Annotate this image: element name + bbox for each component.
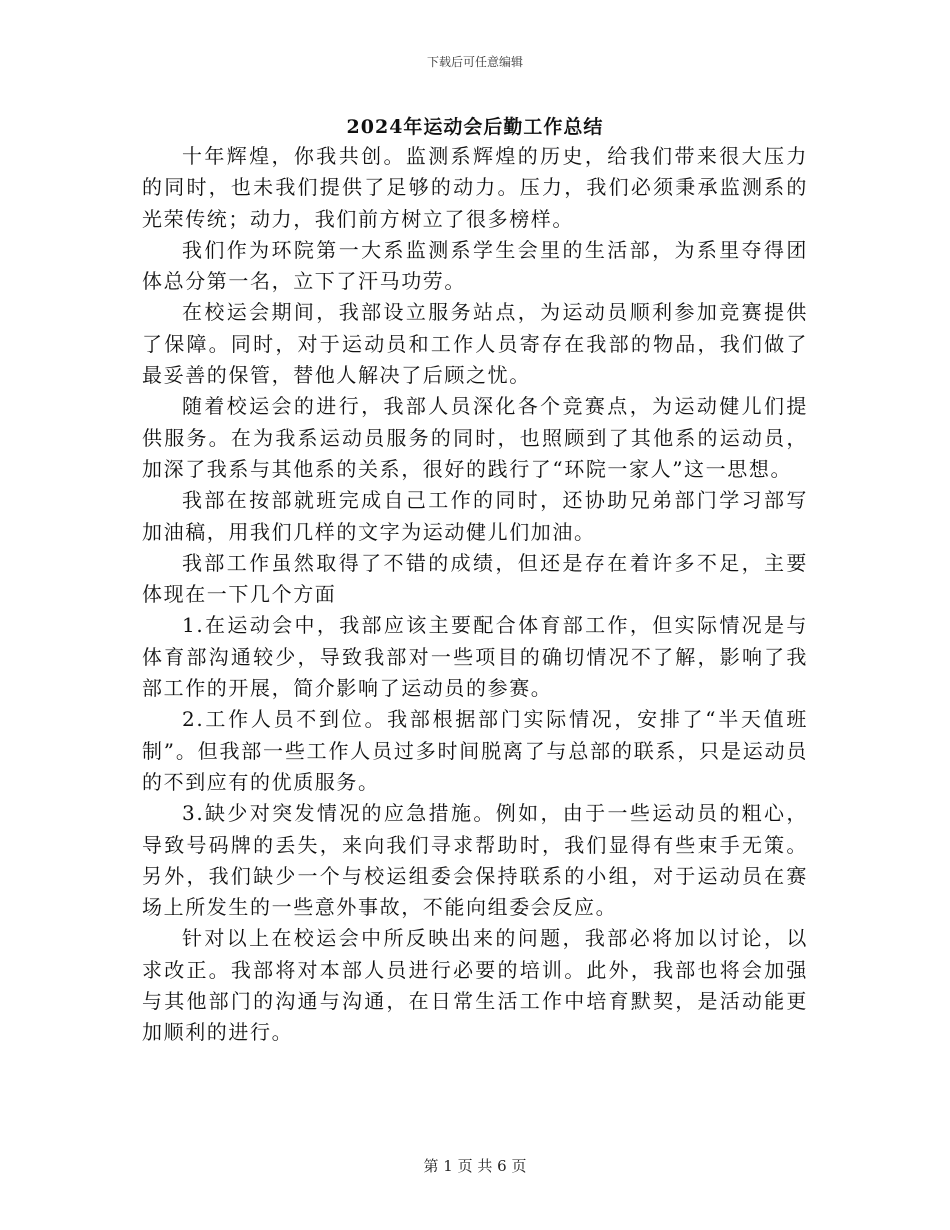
- paragraph: 在校运会期间，我部设立服务站点，为运动员顺利参加竞赛提供了保障。同时，对于运动员和工作人员寄存在我部的物品，我们做了最妥善的保管，替他人解决了后顾之忧。: [142, 300, 808, 388]
- paragraph: 我部在按部就班完成自己工作的同时，还协助兄弟部门学习部写加油稿，用我们几样的文字为运动健儿们加油。: [142, 488, 808, 544]
- list-item-paragraph: 3.缺少对突发情况的应急措施。例如，由于一些运动员的粗心，导致号码牌的丢失，来向我们寻求帮助时，我们显得有些束手无策。另外，我们缺少一个与校运组委会保持联系的小组，对于运动员在赛场上所发生的一些意外事故，不能向组委会反应。: [142, 801, 808, 920]
- page-number: 第 1 页 共 6 页: [423, 1157, 527, 1175]
- paragraph: 十年辉煌，你我共创。监测系辉煌的历史，给我们带来很大压力的同时，也未我们提供了足够的动力。压力，我们必须秉承监测系的光荣传统；动力，我们前方树立了很多榜样。: [142, 144, 808, 231]
- list-item-paragraph: 2.工作人员不到位。我部根据部门实际情况，安排了“半天值班制”。但我部一些工作人员过多时间脱离了与总部的联系，只是运动员的不到应有的优质服务。: [142, 707, 808, 794]
- paragraph: 随着校运会的进行，我部人员深化各个竞赛点，为运动健儿们提供服务。在为我系运动员服务的同时，也照顾到了其他系的运动员，加深了我系与其他系的关系，很好的践行了“环院一家人”这一思想。: [142, 394, 808, 481]
- list-item-paragraph: 1.在运动会中，我部应该主要配合体育部工作，但实际情况是与体育部沟通较少，导致我部对一些项目的确切情况不了解，影响了我部工作的开展，简介影响了运动员的参赛。: [142, 613, 808, 701]
- document-body: [142, 141, 808, 1049]
- paragraph: 针对以上在校运会中所反映出来的问题，我部必将加以讨论，以求改正。我部将对本部人员进行必要的培训。此外，我部也将会加强与其他部门的沟通与沟通，在日常生活工作中培育默契，是活动能更加顺利的进行。: [142, 926, 808, 1045]
- paragraph: 我部工作虽然取得了不错的成绩，但还是存在着许多不足，主要体现在一下几个方面: [142, 550, 808, 607]
- document-title: 2024年运动会后勤工作总结: [346, 116, 604, 138]
- paragraph: 我们作为环院第一大系监测系学生会里的生活部，为系里夺得团体总分第一名，立下了汗马功劳。: [142, 237, 808, 294]
- page-header-note: 下载后可任意编辑: [426, 55, 523, 69]
